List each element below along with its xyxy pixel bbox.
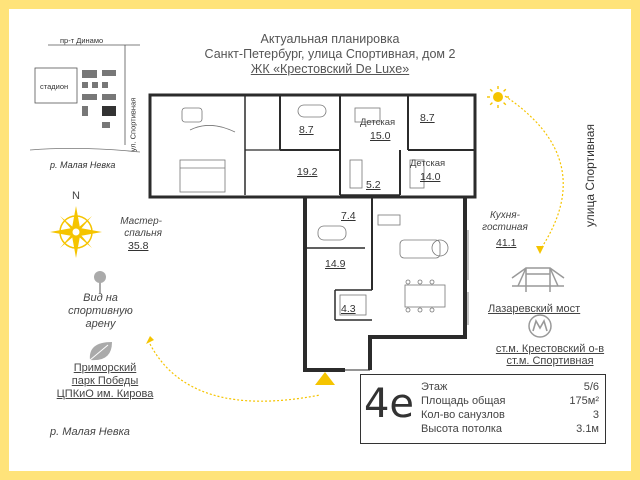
sun-path-arrow-top xyxy=(536,246,544,254)
title-line2: Санкт-Петербург, улица Спортивная, дом 2 xyxy=(204,47,456,61)
info-row-ceiling xyxy=(421,423,599,437)
bath2-area: 8.7 xyxy=(420,112,435,124)
info-ceiling-key: Высота потолка xyxy=(421,423,503,435)
bridge-label[interactable]: Лазаревский мост xyxy=(488,303,581,315)
view-note-line3: арену xyxy=(85,318,116,330)
street-right-label: улица Спортивная xyxy=(583,124,597,227)
compass-north-label: N xyxy=(72,190,80,202)
pin-icon xyxy=(94,271,106,293)
kids1-name: Детская xyxy=(360,117,396,128)
minimap-stadium: стадион xyxy=(40,82,69,91)
sun-path-arrow-bottom xyxy=(146,336,154,344)
info-area-key: Площадь общая xyxy=(421,395,506,407)
view-note-line2: спортивную xyxy=(68,305,133,317)
hall-area: 5.2 xyxy=(366,179,381,191)
kids1-area: 15.0 xyxy=(370,130,391,142)
kitchen-name-2: гостиная xyxy=(482,222,528,233)
master-name-2: спальня xyxy=(124,228,162,239)
bridge-icon xyxy=(512,268,564,292)
leaf-icon xyxy=(90,342,112,360)
info-bathrooms-value: 3 xyxy=(592,409,599,421)
kitchen-name-1: Кухня- xyxy=(490,210,520,221)
apartment-info-box xyxy=(360,374,606,444)
minimap-street: ул. Спортивная xyxy=(128,97,138,152)
info-row-area xyxy=(421,395,599,409)
bath1-area: 8.7 xyxy=(299,124,314,136)
floor-plan xyxy=(150,95,475,370)
kitchen-area: 41.1 xyxy=(496,237,517,249)
park-note-line2: парк Победы xyxy=(71,375,139,387)
info-row-bathrooms xyxy=(421,409,599,423)
park-note-line1: Приморский xyxy=(73,362,137,374)
minimap-avenue: пр-т Динамо xyxy=(60,36,104,45)
dressing-area: 19.2 xyxy=(297,166,318,178)
minimap xyxy=(30,45,140,152)
storage-area: 4.3 xyxy=(341,303,356,315)
corridor-area: 14.9 xyxy=(325,258,346,270)
info-area-value: 175м² xyxy=(569,395,599,407)
metro-line1: ст.м. Крестовский о-в xyxy=(495,343,605,355)
river-bottom-label: р. Малая Невка xyxy=(50,426,130,438)
metro-line2: ст.м. Спортивная xyxy=(506,355,594,367)
info-floor-value: 5/6 xyxy=(583,381,599,393)
entrance-arrow-icon xyxy=(315,372,335,385)
master-bedroom-area: 35.8 xyxy=(128,240,149,252)
apartment-code: 4е xyxy=(363,381,415,427)
info-floor-key: Этаж xyxy=(421,381,448,393)
bath3-area: 7.4 xyxy=(341,210,356,222)
title-line1: Актуальная планировка xyxy=(260,32,400,46)
master-bedroom-name xyxy=(118,216,162,240)
park-note[interactable] xyxy=(50,362,160,401)
park-note-line3: ЦПКиО им. Кирова xyxy=(56,388,154,400)
kids2-area: 14.0 xyxy=(420,171,441,183)
info-row-floor xyxy=(421,381,599,395)
compass-icon xyxy=(50,206,102,258)
sun-path-bottom xyxy=(150,344,320,401)
info-ceiling-value: 3.1м xyxy=(576,423,599,435)
title-complex-link[interactable]: ЖК «Крестовский De Luxe» xyxy=(250,62,410,76)
metro-icon xyxy=(529,315,551,337)
metro-labels[interactable] xyxy=(480,343,620,367)
minimap-river: р. Малая Невка xyxy=(50,160,116,170)
master-name-1: Мастер- xyxy=(120,216,162,227)
info-bathrooms-key: Кол-во санузлов xyxy=(421,409,505,421)
view-note-line1: Вид на xyxy=(83,292,118,304)
kids2-name: Детская xyxy=(410,158,446,169)
view-note xyxy=(58,292,143,331)
kitchen-name xyxy=(476,210,534,234)
